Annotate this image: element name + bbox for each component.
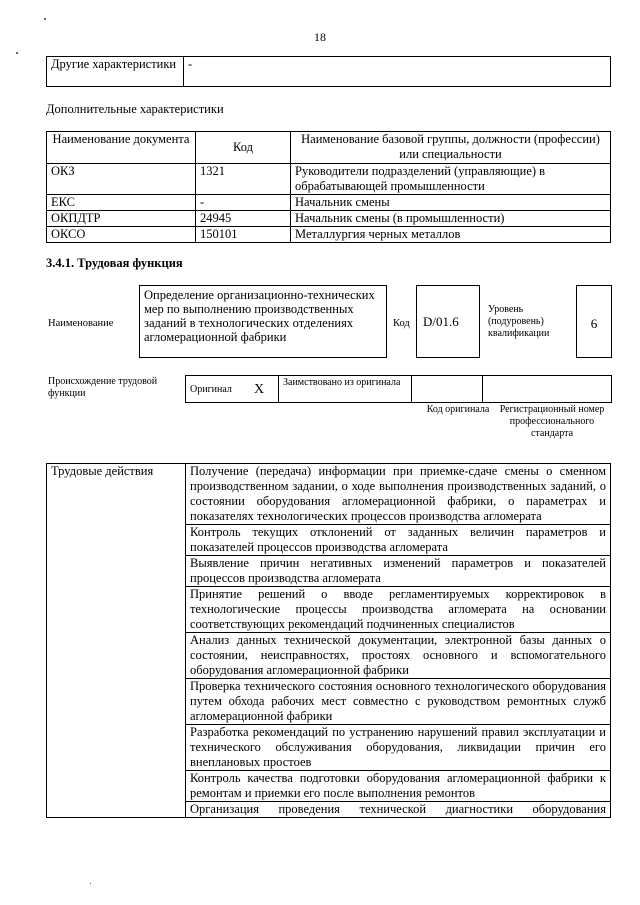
reg-number-cell [483, 376, 612, 403]
code-label: Код [393, 318, 410, 329]
cell-document: ОКПДТР [47, 211, 196, 227]
labor-action-item: Разработка рекомендаций по устранению нарушений правил эксплуатации и технического обслуживания оборудования, ликвидации причин его внеплановых простоев [186, 725, 611, 771]
cell-code: 24945 [196, 211, 291, 227]
labor-action-item: Выявление причин негативных изменений параметров и показателей процессов производства агломерата [186, 556, 611, 587]
cell-code: 1321 [196, 164, 291, 195]
cell-document: ОКЗ [47, 164, 196, 195]
labor-action-item: Проверка технического состояния основного технологического оборудования путем обхода рабочих мест совместно с руководством ремонтных служб агломерационной фабрики [186, 679, 611, 725]
header-document: Наименование документа [47, 132, 196, 164]
page-number: 18 [314, 30, 326, 44]
labor-action-item: Принятие решений о вводе регламентируемых корректировок в технологические процессы производства агломерата на основании соответствующих рекомендаций подчиненных специалистов [186, 587, 611, 633]
labor-actions-label: Трудовые действия [47, 464, 186, 818]
labor-action-item: Получение (передача) информации при приемке-сдаче смены о сменном производственном задании, о ходе выполнения производственных заданий, о состоянии оборудования агломерационной фабрики, о параметрах и показателях технологических процессов производства агломерата [186, 464, 611, 525]
cell-code: 150101 [196, 227, 291, 243]
cell-group: Начальник смены [291, 195, 611, 211]
table-row [47, 227, 611, 243]
labor-action-item: Организация проведения технической диагностики оборудования [186, 802, 611, 818]
original-mark: X [254, 376, 279, 403]
code-original-cell [412, 376, 483, 403]
level-label: Уровень (подуровень) квалификации [488, 304, 550, 339]
borrowed-label: Заимствовано из оригинала [279, 376, 412, 403]
function-code-box: D/01.6 [416, 285, 480, 358]
function-heading: 3.4.1. Трудовая функция [46, 256, 183, 270]
scan-speck [44, 18, 46, 20]
header-code: Код [196, 132, 291, 164]
code-original-caption: Код оригинала [426, 404, 490, 415]
table-row [47, 195, 611, 211]
reg-number-caption: Регистрационный номер профессионального стандарта [499, 404, 605, 439]
additional-characteristics-heading: Дополнительные характеристики [46, 102, 224, 116]
cell-group: Металлургия черных металлов [291, 227, 611, 243]
labor-action-item: Контроль качества подготовки оборудования агломерационной фабрики к ремонтам и приемки его после выполнения ремонтов [186, 771, 611, 802]
table-header-row [47, 132, 611, 164]
labor-actions-table [46, 463, 611, 818]
scan-speck [90, 883, 91, 884]
original-label: Оригинал [186, 376, 255, 403]
other-characteristics-table [46, 56, 611, 87]
origin-table [185, 375, 612, 403]
scan-speck [16, 52, 18, 54]
function-level-box: 6 [576, 285, 612, 358]
table-row [47, 464, 611, 525]
labor-action-item: Контроль текущих отклонений от заданных величин параметров и показателей процессов производства агломерата [186, 525, 611, 556]
origin-label: Происхождение трудовой функции [48, 376, 158, 399]
cell-code: - [196, 195, 291, 211]
cell-group: Руководители подразделений (управляющие) в обрабатывающей промышленности [291, 164, 611, 195]
header-group: Наименование базовой группы, должности (профессии) или специальности [291, 132, 611, 164]
additional-characteristics-table [46, 131, 611, 243]
cell-group: Начальник смены (в промышленности) [291, 211, 611, 227]
table-row [47, 211, 611, 227]
table-row [47, 164, 611, 195]
other-characteristics-value: - [184, 57, 611, 87]
other-characteristics-label: Другие характеристики [47, 57, 184, 87]
cell-document: ОКСО [47, 227, 196, 243]
name-label: Наименование [48, 318, 114, 329]
labor-action-item: Анализ данных технической документации, электронной базы данных о состоянии, неисправностях, простоях основного и вспомогательного оборудования агломерационной фабрики [186, 633, 611, 679]
function-name-box: Определение организационно-технических мер по выполнению производственных заданий в технологических отделениях агломерационной фабрики [139, 285, 387, 358]
cell-document: ЕКС [47, 195, 196, 211]
